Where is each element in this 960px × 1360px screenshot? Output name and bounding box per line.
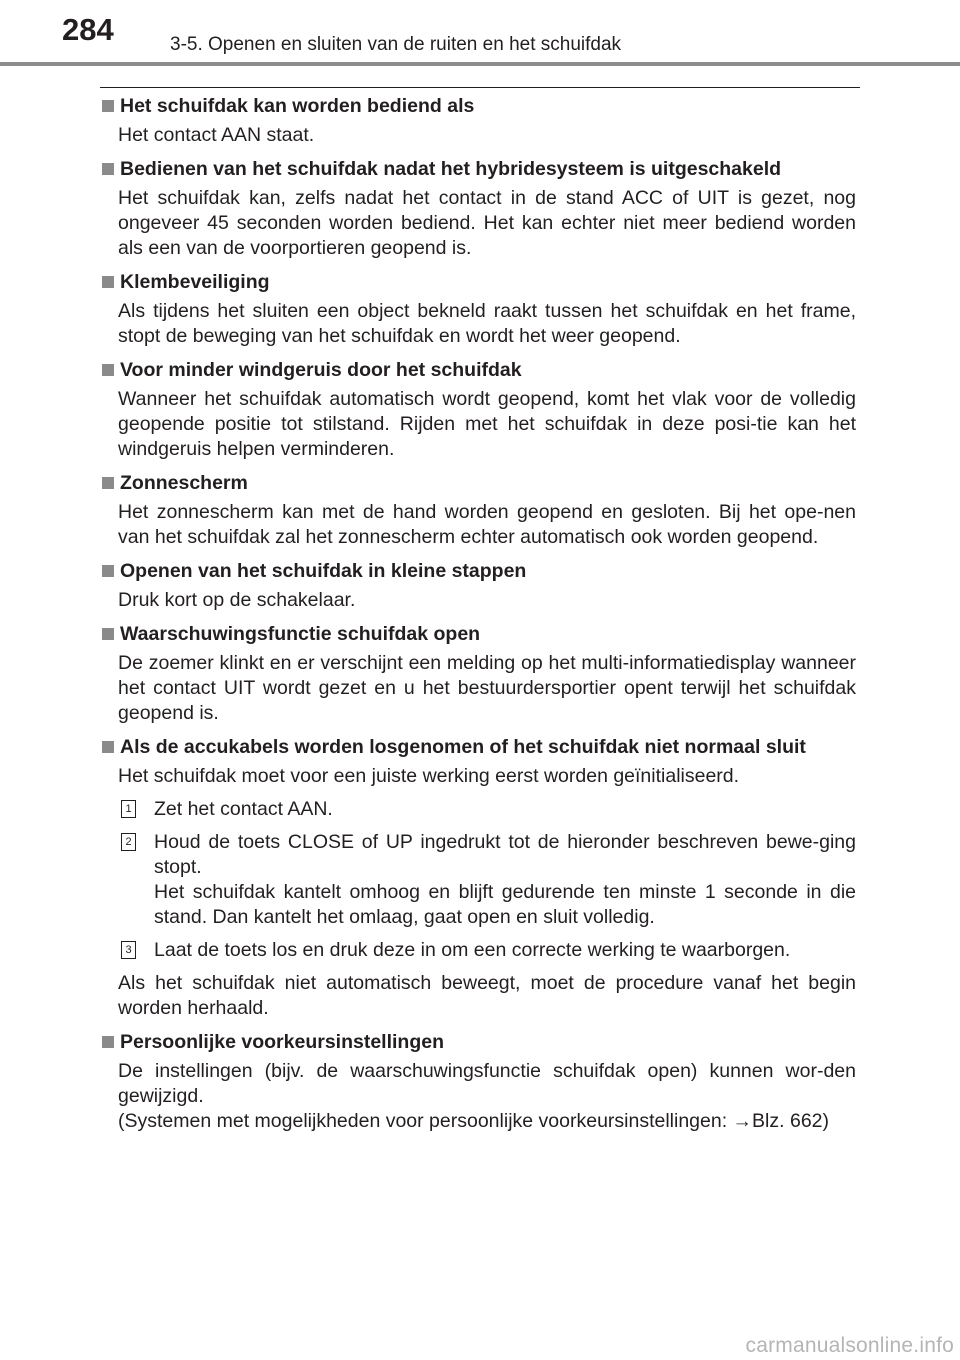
step-item bbox=[121, 938, 856, 963]
square-bullet-icon bbox=[102, 565, 114, 577]
paragraph: Het schuifdak moet voor een juiste werking eerst worden geïnitialiseerd. bbox=[118, 765, 740, 787]
section-heading: Openen van het schuifdak in kleine stappen bbox=[120, 560, 527, 582]
page-reference: (Systemen met mogelijkheden voor persoonlijke voorkeursinstellingen: →Blz. 662) bbox=[118, 1110, 830, 1132]
square-bullet-icon bbox=[102, 276, 114, 288]
step-number: 3 bbox=[121, 941, 136, 959]
square-bullet-icon bbox=[102, 628, 114, 640]
square-bullet-icon bbox=[102, 100, 114, 112]
paragraph: Wanneer het schuifdak automatisch wordt geopend, komt het vlak voor de volledig geopende positie tot stilstand. Rijden met het schuifdak in deze posi-tie kan het windgeruis helpen verminderen. bbox=[118, 388, 856, 460]
paragraph: Het zonnescherm kan met de hand worden geopend en gesloten. Bij het ope-nen van het schuifdak zal het zonnescherm echter automatisch ook worden geopend. bbox=[118, 501, 856, 548]
content-divider bbox=[100, 87, 860, 88]
step-number: 1 bbox=[121, 800, 136, 818]
section-heading: Het schuifdak kan worden bediend als bbox=[120, 95, 475, 117]
step-item bbox=[121, 830, 856, 930]
square-bullet-icon bbox=[102, 163, 114, 175]
section-small-steps bbox=[100, 559, 856, 613]
header-divider bbox=[0, 62, 960, 66]
watermark-text: carmanualsonline.info bbox=[745, 1334, 954, 1357]
section-jam-protection bbox=[100, 270, 856, 349]
paragraph: Het contact AAN staat. bbox=[118, 124, 315, 146]
section-contact-on bbox=[100, 94, 856, 148]
section-heading: Als de accukabels worden losgenomen of het schuifdak niet normaal sluit bbox=[120, 736, 806, 758]
paragraph: Het schuifdak kan, zelfs nadat het contact in de stand ACC of UIT is gezet, nog ongeveer 45 seconden worden bediend. Het kan echter niet meer bediend worden als een van de voorportieren geopend is. bbox=[118, 187, 856, 259]
section-personal-settings bbox=[100, 1030, 856, 1134]
step-item bbox=[121, 797, 856, 822]
page-number: 284 bbox=[62, 12, 114, 47]
square-bullet-icon bbox=[102, 364, 114, 376]
step-text: Houd de toets CLOSE of UP ingedrukt tot de hieronder beschreven bewe-ging stopt. bbox=[154, 831, 856, 878]
section-after-hybrid-off bbox=[100, 157, 856, 261]
section-heading: Waarschuwingsfunctie schuifdak open bbox=[120, 623, 481, 645]
square-bullet-icon bbox=[102, 741, 114, 753]
section-initialization bbox=[100, 735, 856, 1021]
step-text: Laat de toets los en druk deze in om een correcte werking te waarborgen. bbox=[154, 939, 791, 961]
page-content bbox=[100, 94, 856, 1143]
paragraph: De zoemer klinkt en er verschijnt een melding op het multi-informatiedisplay wanneer het contact UIT wordt gezet en u het bestuurdersportier opent terwijl het schuifdak geopend is. bbox=[118, 652, 856, 724]
square-bullet-icon bbox=[102, 477, 114, 489]
section-open-warning bbox=[100, 622, 856, 726]
paragraph: Druk kort op de schakelaar. bbox=[118, 589, 356, 611]
step-text: Zet het contact AAN. bbox=[154, 798, 333, 820]
section-heading: Klembeveiliging bbox=[120, 271, 270, 293]
section-heading: Persoonlijke voorkeursinstellingen bbox=[120, 1031, 445, 1053]
section-sunshade bbox=[100, 471, 856, 550]
section-heading: Voor minder windgeruis door het schuifdak bbox=[120, 359, 522, 381]
section-heading: Zonnescherm bbox=[120, 472, 248, 494]
section-heading: Bedienen van het schuifdak nadat het hybridesysteem is uitgeschakeld bbox=[120, 158, 782, 180]
step-number: 2 bbox=[121, 833, 136, 851]
section-title: 3-5. Openen en sluiten van de ruiten en het schuifdak bbox=[170, 34, 622, 55]
section-wind-noise bbox=[100, 358, 856, 462]
paragraph: De instellingen (bijv. de waarschuwingsfunctie schuifdak open) kunnen wor-den gewijzigd. bbox=[118, 1060, 856, 1107]
step-text-detail: Het schuifdak kantelt omhoog en blijft gedurende ten minste 1 seconde in die stand. Dan kantelt het omlaag, gaat open en sluit volledig. bbox=[154, 881, 856, 928]
paragraph: Als het schuifdak niet automatisch beweegt, moet de procedure vanaf het begin worden herhaald. bbox=[118, 972, 856, 1019]
square-bullet-icon bbox=[102, 1036, 114, 1048]
paragraph: Als tijdens het sluiten een object bekneld raakt tussen het schuifdak en het frame, stopt de beweging van het schuifdak en wordt het weer geopend. bbox=[118, 300, 856, 347]
step-list bbox=[118, 797, 856, 963]
